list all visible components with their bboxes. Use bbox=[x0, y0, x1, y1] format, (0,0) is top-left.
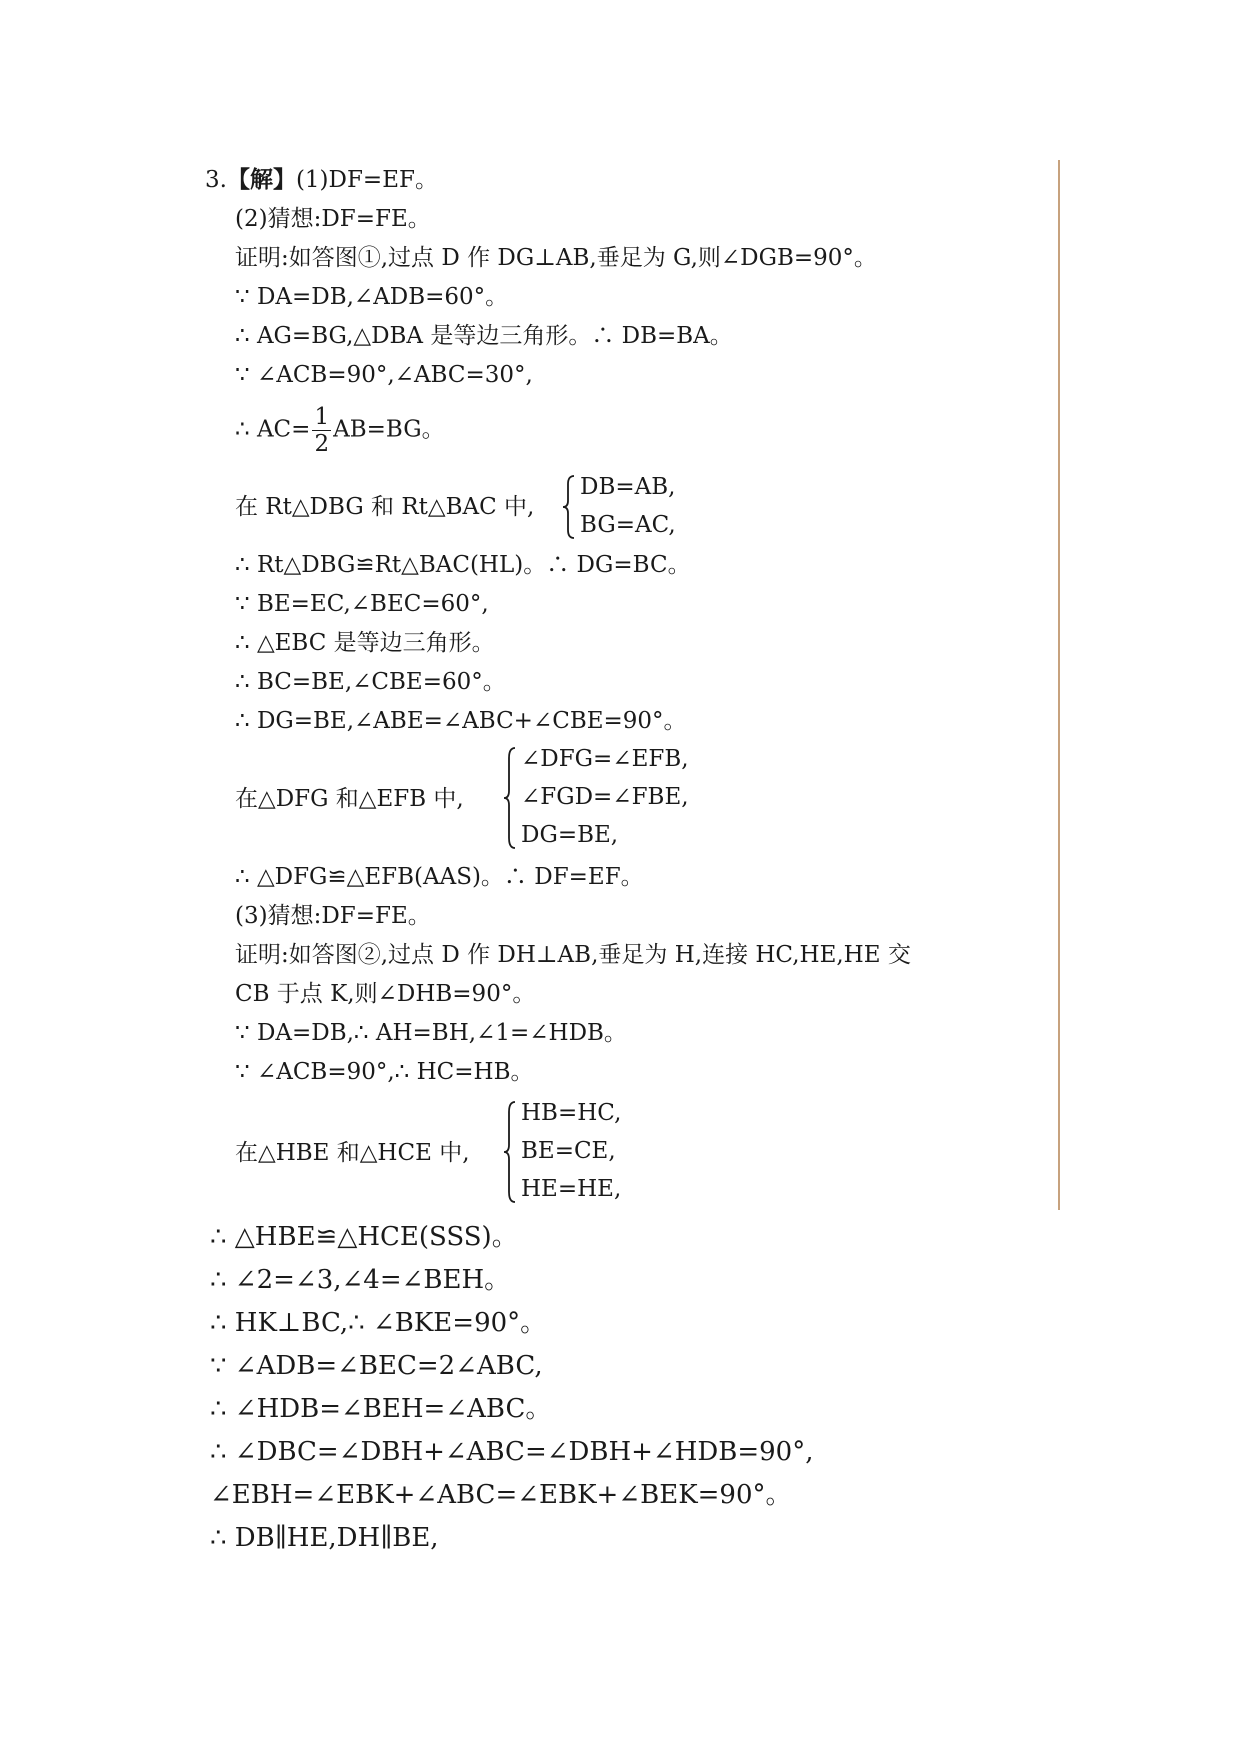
text-line: 证明:如答图②,过点 D 作 DH⊥AB,垂足为 H,连接 HC,HE,HE 交 bbox=[235, 942, 911, 968]
left-brace-icon bbox=[503, 746, 517, 850]
text-line: ∵ ∠ADB=∠BEC=2∠ABC, bbox=[210, 1351, 543, 1381]
text-line: (2)猜想:DF=FE。 bbox=[235, 206, 431, 232]
system-row: DG=BE, bbox=[521, 822, 619, 848]
text-line: (3)猜想:DF=FE。 bbox=[235, 903, 431, 929]
fraction bbox=[312, 404, 331, 457]
text-line: ∴ AG=BG,△DBA 是等边三角形。∴ DB=BA。 bbox=[235, 323, 733, 349]
system-prefix: 在 Rt△DBG 和 Rt△BAC 中, bbox=[235, 494, 535, 520]
denominator: 2 bbox=[314, 431, 330, 457]
text-segment: AB=BG。 bbox=[333, 416, 445, 443]
text-line: ∴ ∠HDB=∠BEH=∠ABC。 bbox=[210, 1394, 552, 1424]
system-of-equations bbox=[235, 744, 755, 854]
text-line: ∴ △EBC 是等边三角形。 bbox=[235, 630, 495, 656]
system-row: BE=CE, bbox=[521, 1138, 616, 1164]
text-line: ∴ △HBE≌△HCE(SSS)。 bbox=[210, 1222, 518, 1252]
system-row: ∠DFG=∠EFB, bbox=[521, 746, 689, 772]
system-row: DB=AB, bbox=[580, 474, 676, 500]
text-line: ∵ ∠ACB=90°,∴ HC=HB。 bbox=[235, 1059, 534, 1085]
text-segment: ∴ AC= bbox=[235, 416, 311, 443]
system-row: ∠FGD=∠FBE, bbox=[521, 784, 689, 810]
system-row: HE=HE, bbox=[521, 1176, 622, 1202]
text-line: ∴ Rt△DBG≌Rt△BAC(HL)。∴ DG=BC。 bbox=[235, 552, 691, 578]
system-prefix: 在△HBE 和△HCE 中, bbox=[235, 1140, 470, 1166]
text-line: ∴ DG=BE,∠ABE=∠ABC+∠CBE=90°。 bbox=[235, 708, 687, 734]
text-line: ∴ HK⊥BC,∴ ∠BKE=90°。 bbox=[210, 1308, 547, 1338]
fraction-line bbox=[235, 404, 445, 457]
problem-header bbox=[205, 165, 438, 195]
text-line: ∴ BC=BE,∠CBE=60°。 bbox=[235, 669, 506, 695]
text-line: ∵ DA=DB,∴ AH=BH,∠1=∠HDB。 bbox=[235, 1020, 627, 1046]
text-line: ∴ ∠DBC=∠DBH+∠ABC=∠DBH+∠HDB=90°, bbox=[210, 1437, 814, 1467]
system-row: BG=AC, bbox=[580, 512, 676, 538]
text-line: ∴ ∠2=∠3,∠4=∠BEH。 bbox=[210, 1265, 511, 1295]
system-row: HB=HC, bbox=[521, 1100, 622, 1126]
problem-number: 3. bbox=[205, 167, 227, 193]
text-line: ∵ BE=EC,∠BEC=60°, bbox=[235, 591, 489, 617]
system-of-equations bbox=[235, 1098, 715, 1208]
solution-tag: 【解】 bbox=[226, 166, 296, 193]
text-line: ∵ DA=DB,∠ADB=60°。 bbox=[235, 284, 509, 310]
left-brace-icon bbox=[503, 1100, 517, 1204]
text-line: CB 于点 K,则∠DHB=90°。 bbox=[235, 981, 536, 1007]
text-line: 证明:如答图①,过点 D 作 DG⊥AB,垂足为 G,则∠DGB=90°。 bbox=[235, 245, 877, 271]
text-line: ∴ △DFG≌△EFB(AAS)。∴ DF=EF。 bbox=[235, 864, 644, 890]
system-prefix: 在△DFG 和△EFB 中, bbox=[235, 786, 464, 812]
left-brace-icon bbox=[562, 474, 576, 540]
system-of-equations bbox=[235, 472, 715, 542]
numerator: 1 bbox=[314, 404, 330, 430]
margin-rule bbox=[1058, 160, 1060, 1210]
text-line: ∵ ∠ACB=90°,∠ABC=30°, bbox=[235, 362, 533, 388]
text-line: ∠EBH=∠EBK+∠ABC=∠EBK+∠BEK=90°。 bbox=[210, 1480, 792, 1510]
text-line: ∴ DB∥HE,DH∥BE, bbox=[210, 1523, 439, 1553]
text-line: (1)DF=EF。 bbox=[295, 167, 438, 193]
